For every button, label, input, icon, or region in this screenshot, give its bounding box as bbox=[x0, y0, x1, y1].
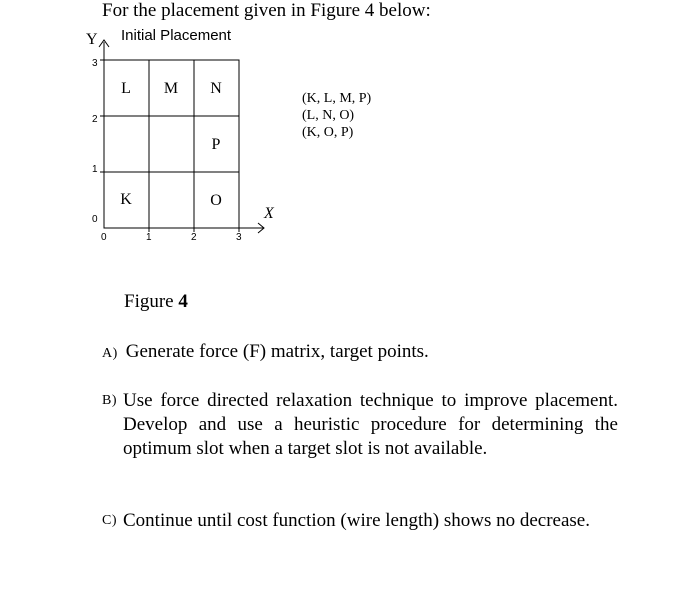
cell-P: P bbox=[211, 136, 221, 153]
question-c bbox=[102, 507, 618, 533]
y-tick-label: 3 bbox=[92, 58, 98, 69]
question-text: Generate force (F) matrix, target points. bbox=[125, 341, 429, 362]
cell-O: O bbox=[210, 192, 222, 209]
caption-number: 4 bbox=[178, 291, 188, 312]
x-tick-label: 3 bbox=[236, 232, 242, 243]
question-label: C) bbox=[102, 513, 117, 528]
y-axis-label: Y bbox=[86, 31, 98, 48]
question-text: Continue until cost function (wire length) shows no decrease. bbox=[123, 510, 590, 531]
x-tick-label: 0 bbox=[101, 232, 107, 243]
net-item: (L, N, O) bbox=[302, 108, 355, 123]
question-text: Use force directed relaxation technique to improve placement. Develop and use a heuristic procedure for determining the optimum slot when a target slot is not available. bbox=[123, 390, 618, 459]
figure-title: Initial Placement bbox=[121, 27, 232, 44]
cell-K: K bbox=[120, 191, 132, 208]
caption-prefix: Figure bbox=[124, 291, 179, 312]
y-tick-label: 1 bbox=[92, 164, 98, 175]
intro-text: For the placement given in Figure 4 below: bbox=[102, 0, 431, 21]
x-tick-label: 1 bbox=[146, 232, 152, 243]
x-axis-label: X bbox=[264, 205, 274, 222]
question-a bbox=[102, 340, 662, 366]
cell-L: L bbox=[121, 80, 131, 97]
question-b bbox=[102, 387, 618, 461]
cell-N: N bbox=[210, 80, 222, 97]
net-item: (K, O, P) bbox=[302, 125, 354, 140]
y-tick-label: 2 bbox=[92, 114, 98, 125]
net-list bbox=[302, 90, 371, 141]
figure-caption bbox=[124, 291, 188, 313]
question-label: B) bbox=[102, 393, 117, 408]
x-tick-label: 2 bbox=[191, 232, 197, 243]
cell-M: M bbox=[163, 80, 179, 97]
net-item: (K, L, M, P) bbox=[302, 91, 372, 106]
y-tick-label: 0 bbox=[92, 214, 98, 225]
question-label: A) bbox=[102, 346, 118, 361]
